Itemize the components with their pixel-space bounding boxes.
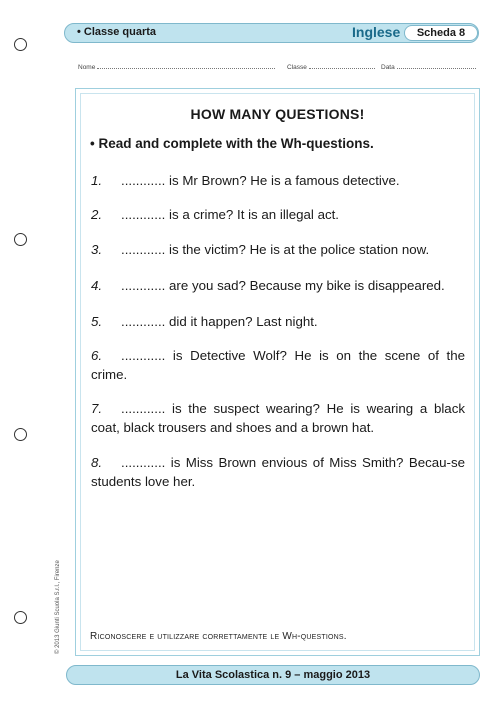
question-item — [91, 312, 465, 331]
question-number: 1. — [91, 173, 103, 188]
question-item — [91, 171, 465, 190]
date-field[interactable] — [381, 63, 476, 71]
question-number: 2. — [91, 207, 103, 222]
learning-objective: Riconoscere e utilizzare correttamente le Wh-questions. — [90, 631, 347, 642]
question-number: 6. — [91, 348, 103, 363]
question-number: 3. — [91, 242, 103, 257]
question-item — [91, 399, 465, 437]
name-field[interactable] — [78, 63, 275, 71]
question-text: ............ did it happen? Last night. — [121, 314, 318, 329]
question-item — [91, 453, 465, 491]
class-field[interactable] — [287, 63, 375, 71]
class-level: • Classe quarta — [77, 26, 157, 38]
sheet-badge: Scheda 8 — [404, 25, 478, 41]
class-label: Classe — [287, 64, 307, 71]
question-number: 7. — [91, 401, 103, 416]
question-text: ............ are you sad? Because my bike is disappeared. — [121, 278, 445, 293]
question-text: ............ is the victim? He is at the police station now. — [121, 242, 430, 257]
question-number: 4. — [91, 278, 103, 293]
question-text: ............ is the suspect wearing? He is wearing a black coat, black trousers and shoes and a brown hat. — [91, 401, 465, 435]
question-item — [91, 276, 465, 295]
question-text: ............ is Mr Brown? He is a famous detective. — [121, 173, 400, 188]
footer-bar — [66, 665, 480, 685]
question-number: 5. — [91, 314, 103, 329]
binder-hole — [14, 233, 27, 246]
worksheet-title: HOW MANY QUESTIONS! — [190, 106, 365, 122]
subject-label: Inglese — [352, 24, 401, 40]
binder-hole — [14, 38, 27, 51]
binder-hole — [14, 611, 27, 624]
question-text: ............ is Detective Wolf? He is on the scene of the crime. — [91, 348, 465, 382]
header-bar — [64, 23, 479, 43]
question-text: ............ is Miss Brown envious of Miss Smith? Becau-se students love her. — [91, 455, 465, 489]
question-text: ............ is a crime? It is an illegal act. — [121, 207, 339, 222]
instruction: • Read and complete with the Wh-questions. — [90, 136, 374, 151]
question-item — [91, 346, 465, 384]
question-item — [91, 240, 465, 259]
question-number: 8. — [91, 455, 103, 470]
date-label: Data — [381, 64, 395, 71]
copyright-notice: © 2013 Giunti Scuola S.r.l., Firenze — [55, 560, 61, 654]
name-label: Nome — [78, 64, 96, 71]
binder-hole — [14, 428, 27, 441]
question-item — [91, 205, 465, 224]
publication-info: La Vita Scolastica n. 9 – maggio 2013 — [175, 669, 371, 681]
